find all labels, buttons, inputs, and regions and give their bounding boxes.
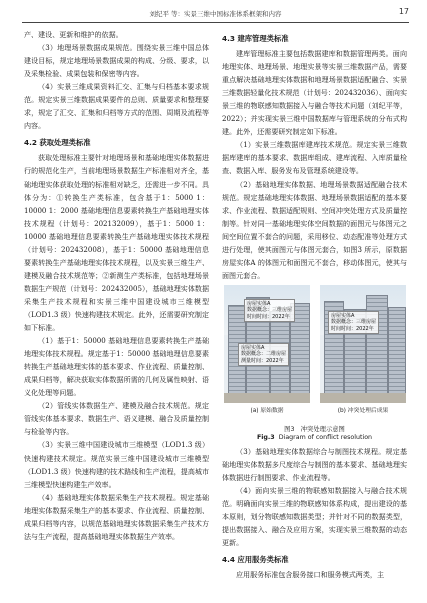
section-heading: 4.2 获取处理类标准 <box>24 138 91 148</box>
figure-caption-en <box>222 434 407 442</box>
subcaption-b: (b) 冲突处理后成果 <box>337 407 389 414</box>
header-rule <box>22 22 409 23</box>
figure-caption-en-text: Diagram of conflict resolution <box>278 433 373 441</box>
right-column <box>222 28 407 581</box>
right-column-top <box>222 32 407 282</box>
paragraph: （2）管线实体数据生产、建模及融合技术规范。规定管线实体基本要求、数据生产、语义建模、融合及质量控制与检验等内容。 <box>24 401 209 437</box>
page-number: 17 <box>398 7 409 16</box>
section-heading: 4.4 应用服务类标准 <box>222 555 289 565</box>
paragraph: 产、建设、更新和维护的依据。 <box>24 30 123 39</box>
callout-3d-house: 房屋实体A 数据概念：三维房屋 时间时间：2022年 <box>244 299 295 323</box>
paragraph: 应用服务标准包含服务接口和服务模式两类，主 <box>236 570 384 580</box>
left-column <box>24 28 209 543</box>
paragraph: 建库管理标准主要包括数据建库和数据管理两类。面向地理实体、地理场景、地理实景等实景三维数据产品，需要重点解决基础地理实体数据和地理场景数据适配融合、实景三维数据轻量化技术规范（计划号：202432036）、面向实景三维的物联感知数据接入与融合等技术问题（刘纪平等，2022）；并实现实景三维中国数据库与管理系统的分布式构建。此外，还需要研究制定如下标准。 <box>222 49 407 137</box>
running-title: 刘纪平 等：实景三维中国标准体系框架和内容 <box>149 10 282 18</box>
subcaption-a: (a) 原始数据 <box>250 407 284 414</box>
paragraph: （3）基础地理实体数据综合与制图技术规程。规定基础地理实体数据多尺度综合与制图的基本要求、基础地理实体数据进行制图要求、作业流程等。 <box>222 446 407 482</box>
paragraph: （4）面向实景三维的物联感知数据接入与融合技术规范。明确面向实景三维的物联感知体系构成，提出建设的基本原则，划分物联感知数据类型；并针对不同的数据类型，提出数据接入、融合及应用方案，实现实景三维数据的动态更新。 <box>222 486 407 548</box>
section-heading: 4.3 建库管理类标准 <box>222 34 289 43</box>
paragraph: （2）基础地理实体数据、地理场景数据适配融合技术规范。规定基础地理实体数据、地理场景数据适配的基本要求、作业流程、数据适配规则、空间冲突处理方式及质量控制等。针对同一基础地理实体空间数据的面图元与体图元之间空间位置不套合的问题，采用移位、动态配准等处理方式进行处理，使其面图元与体图元套合，如图3 所示，原数据房屋实体A 的体图元和面图元不套合，移动体图元，使其与面图元套合。 <box>222 179 407 280</box>
callout-2d-house: 房屋实体A 数据概念：二维房屋 测量时间：2022年 <box>238 343 289 367</box>
building <box>388 307 406 403</box>
right-column-bottom <box>222 445 407 581</box>
callout-merged-house: 房屋实体A 数据概念：三维房屋 时间时间：2022年 <box>328 311 379 335</box>
paragraph: （1）实景三维数据库建库技术规范。规定实景三维数据库建库的基本要求、数据库组成、建库流程、入库质量检查、数据入库、服务发布及管理系统建设等。 <box>222 140 407 176</box>
paragraph: （3）实景三维中国建设城市三维模型（LOD1.3 级）快速构建技术规定。规范实景三维中国建设城市三维模型（LOD1.3 级）快速构建的技术路线和生产流程，提高城市三维模型快速构建生产效率。 <box>24 440 209 489</box>
paragraph: （1）基于1：50000 基础地理信息要素转换生产基础地理实体技术规程。规定基于1：50000 基础地理信息要素转换生产基础地理实体的基本要求、作业流程、质量控制、成果归档等，解决获取实体数据所需的几何及属性映射、语义化处理等问题。 <box>24 336 209 398</box>
running-header <box>22 7 409 21</box>
figure-caption-cn: 图3 冲突处理示意图 <box>284 425 345 433</box>
paragraph: （3）地理场景数据成果规范。围绕实景三维中国总体建设目标，规定地理场景数据成果的构成、分级、要求，以及采集检验、成果包装和保密等内容。 <box>24 43 209 79</box>
paragraph: （4）实景三维成果资料汇交、汇集与归档基本要求规范。规定实景三维数据成果要件的总则、质量要求和整理要求，规定了汇交、汇集和归档等方式的范围、周期及流程等内容。 <box>24 82 209 131</box>
paragraph: （4）基础地理实体数据采集生产技术规程。规定基础地理实体数据采集生产的基本要求、作业流程、质量控制、成果归档等内容，以规范基础地理实体数据采集生产技术方法与生产流程，提高基础地理实体数据生产效率。 <box>24 492 209 541</box>
figure-panel-original <box>224 285 310 403</box>
figure-3 <box>222 285 407 423</box>
paragraph: 获取处理标准主要针对地理场景和基础地理实体数据进行的规范化生产，当前地理场景数据生产标准相对齐全，基础地理实体获取处理的标准相对缺乏，还需进一步不同。具体分为：①转换生产类标准，包含基于1：5000 1：10000 1：2000 基础地理信息要素转换生产基础地理实体技术规程（计划号：202132009），基于1：5000 1：10000 基础地理信息要素转换生产基础地理实体技术规程（计划号：202432008），基于1：50000 基础地理信息要素转换生产基础地理实体技术规程，以及实景三维生产、建模及融合技术规范等；②新测生产类标准，包括地理场景数据生产规范（计划号：202432005），基础地理实体数据采集生产技术规程和实景三维中国建设城市三维模型（LOD1.3 级）快速构建技术规定。此外，还需要研究制定如下标准。 <box>24 153 209 333</box>
figure-caption-en-label: Fig.3 <box>256 433 275 441</box>
figure-panel-resolved <box>320 285 406 403</box>
